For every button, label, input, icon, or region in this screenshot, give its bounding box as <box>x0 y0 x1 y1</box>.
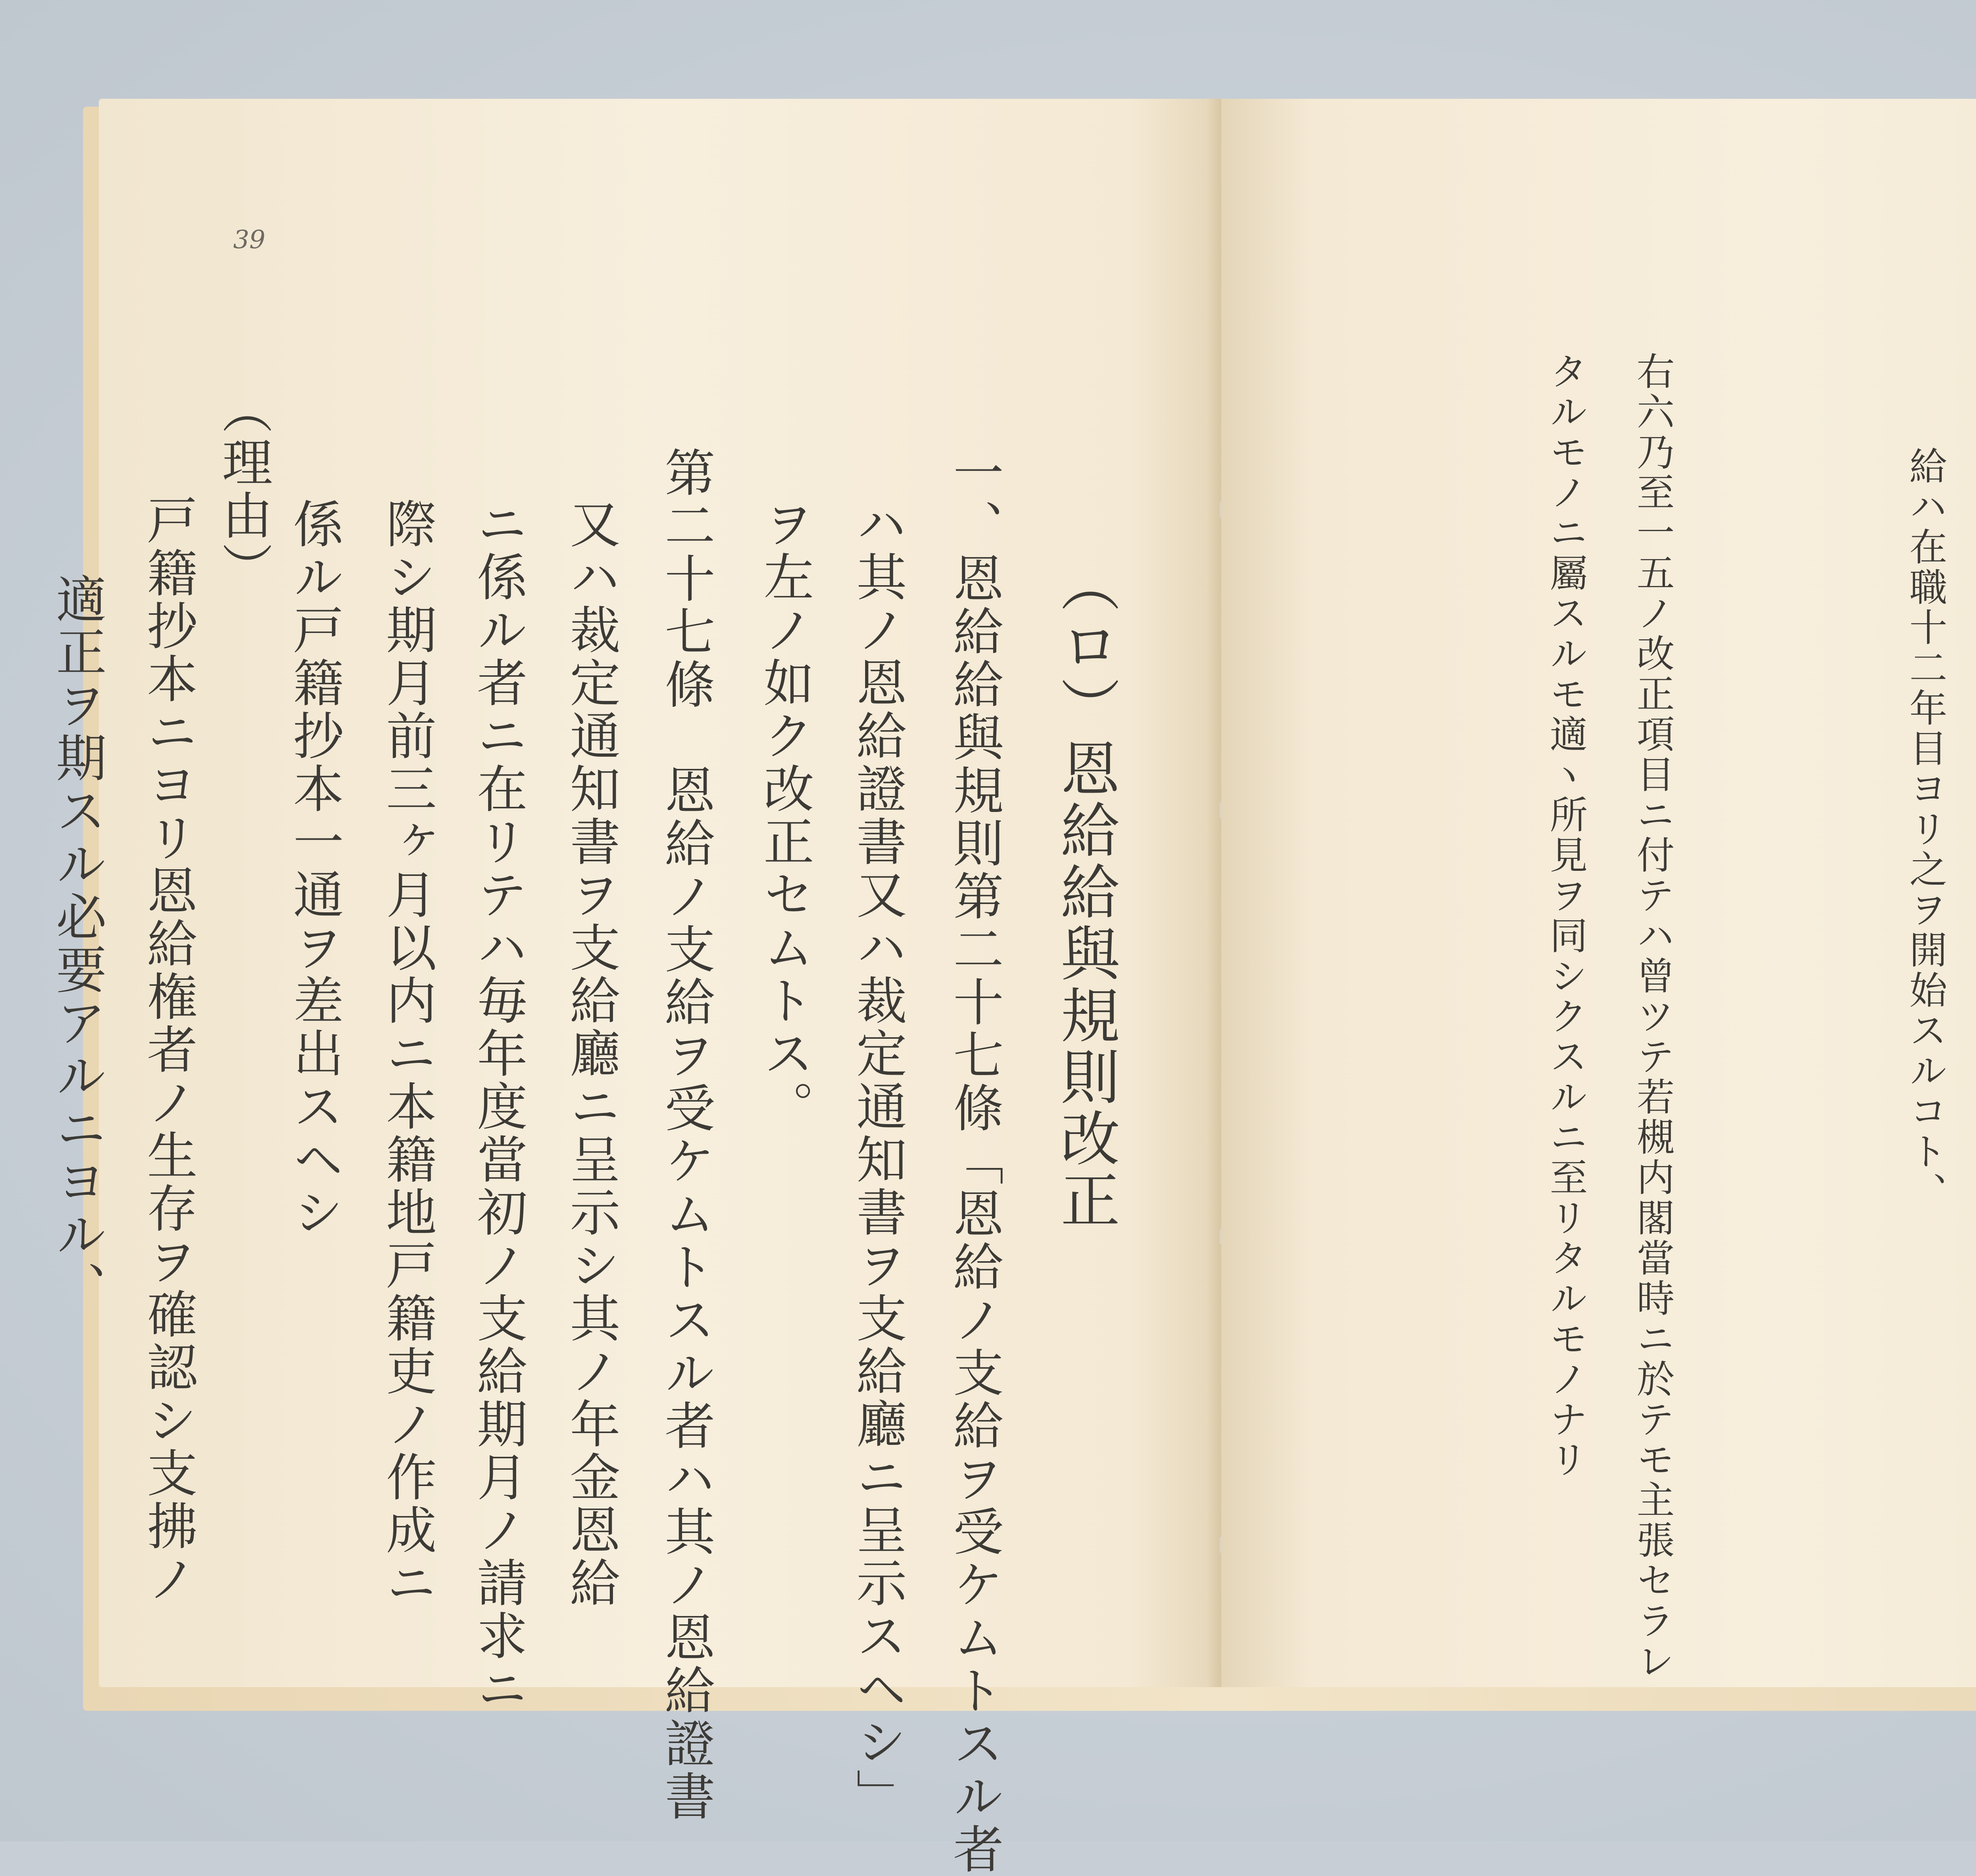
left-column-7: 際シ期月前三ヶ月以内ニ本籍地戸籍吏ノ作成ニ <box>377 498 436 1610</box>
left-column-10: 戸籍抄本ニヨリ恩給権者ノ生存ヲ確認シ支拂ノ <box>138 494 197 1606</box>
reason-label: （理由） <box>213 383 272 595</box>
left-column-2: ハ其ノ恩給證書又ハ裁定通知書ヲ支給廳ニ呈示スヘシ」 <box>848 498 907 1821</box>
left-column-1: 一、恩給給與規則第二十七條「恩給ノ支給ヲ受ケムトスル者 <box>945 446 1003 1876</box>
right-column-6: 右六乃至一五ノ改正項目ニ付テハ曾ツテ若槻内閣當時ニ於テモ主張セラレ <box>1631 352 1675 1682</box>
left-column-5: 又ハ裁定通知書ヲ支給廳ニ呈示シ其ノ年金恩給 <box>561 498 620 1610</box>
left-page <box>47 99 1221 1876</box>
right-column-5: 給ハ在職十二年目ヨリ之ヲ開始スルコト、 <box>1903 446 1948 1212</box>
section-heading: （ロ）恩給給與規則改正 <box>1050 553 1119 1231</box>
left-column-11: 適正ヲ期スル必要アルニヨル、 <box>47 573 106 1314</box>
left-column-6: ニ係ル者ニ在リテハ毎年度當初ノ支給期月ノ請求ニ <box>468 498 527 1716</box>
right-column-7: タルモノニ屬スルモ適ヽ所見ヲ同シクスルニ至リタルモノナリ <box>1544 352 1588 1480</box>
left-column-8: 係ル戸籍抄本一通ヲ差出スヘシ <box>285 498 343 1239</box>
left-column-4: 第二十七條 恩給ノ支給ヲ受ケムトスル者ハ其ノ恩給證書 <box>656 446 715 1823</box>
left-column-3: ヲ左ノ如ク改正セムトス。 <box>755 498 814 1133</box>
page-number-left: 39 <box>233 225 266 254</box>
open-book <box>47 91 1976 1876</box>
right-page <box>1221 99 1976 1687</box>
